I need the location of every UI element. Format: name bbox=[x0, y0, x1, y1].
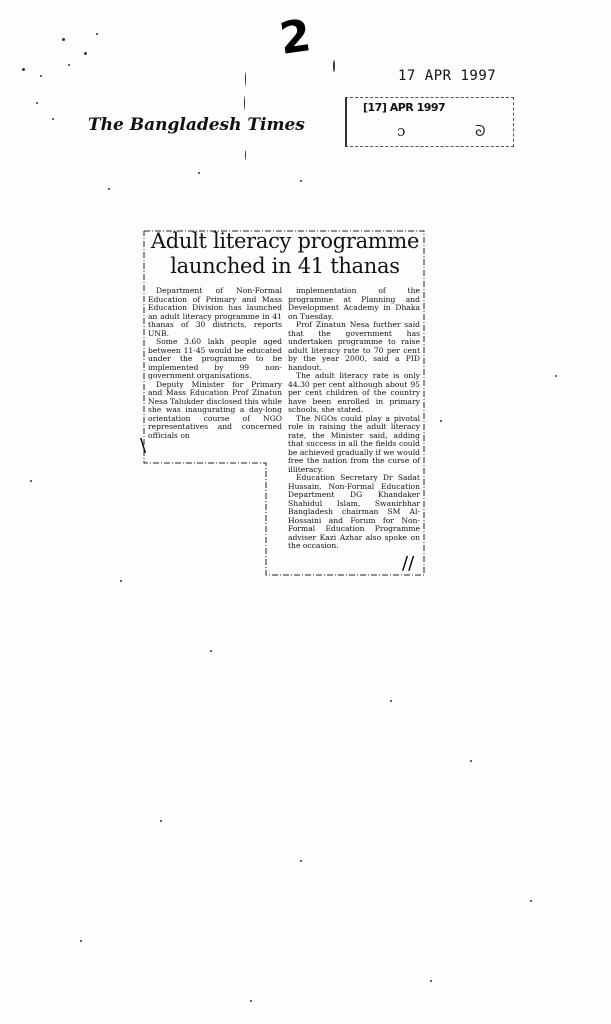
speck bbox=[62, 38, 65, 41]
cut-mark-icon: // bbox=[402, 553, 415, 574]
speck bbox=[120, 580, 122, 582]
speck bbox=[430, 980, 432, 982]
speck bbox=[300, 180, 302, 182]
paragraph: The adult literacy rate is only 44.30 per cent although about 95 per cent children of the country have been enrolled in primary schools, she stated. bbox=[288, 371, 420, 414]
speck bbox=[198, 172, 200, 174]
speck bbox=[555, 375, 557, 377]
article-left-column bbox=[148, 287, 282, 440]
speck bbox=[40, 75, 42, 77]
speck bbox=[300, 860, 302, 862]
clipping-date: 17 APR 1997 bbox=[398, 68, 497, 84]
newspaper-clipping bbox=[140, 227, 426, 579]
paragraph: The NGOs could play a pivotal role in raising the adult literacy rate, the Minister said, adding that success in all the fields could be achieved gradually if we would free the nation from the curse of illiteracy. bbox=[288, 413, 420, 474]
speck bbox=[96, 33, 98, 35]
paragraph: implementation of the programme at Planning and Development Academy in Dhaka on Tuesday. bbox=[288, 286, 420, 321]
speck bbox=[80, 940, 82, 942]
paragraph: Some 3.60 lakh people aged between 11-45 would be educated under the programme to be implemented by 99 non-government organisations. bbox=[148, 337, 282, 380]
speck bbox=[245, 72, 246, 86]
paragraph: Deputy Minister for Primary and Mass Education Prof Zinatun Nesa Talukder disclosed this while she was inaugurating a day-long orientation course of NGO representatives and concerned officials on bbox=[148, 379, 282, 440]
speck bbox=[530, 900, 532, 902]
speck bbox=[160, 820, 162, 822]
speck bbox=[22, 68, 25, 71]
speck bbox=[244, 96, 245, 110]
speck bbox=[440, 420, 442, 422]
headline-line-2: launched in 41 thanas bbox=[170, 254, 400, 278]
paragraph: Department of Non-Formal Education of Primary and Mass Education Division has launched an adult literacy programme in 41 thanas of 30 districts, reports UNB. bbox=[148, 286, 282, 338]
speck bbox=[108, 188, 110, 190]
date-stamp bbox=[345, 97, 514, 147]
paragraph: Prof Zinatun Nesa further said that the government has undertaken programme to raise adult literacy rate to 70 per cent by the year 2000, said a PID handout. bbox=[288, 320, 420, 372]
speck bbox=[30, 480, 32, 482]
headline-line-1: Adult literacy programme bbox=[150, 229, 420, 253]
speck bbox=[390, 700, 392, 702]
speck bbox=[68, 64, 70, 66]
speck bbox=[52, 118, 54, 120]
stamp-mark: ᘐ bbox=[475, 122, 486, 140]
newspaper-name: The Bangladesh Times bbox=[88, 115, 305, 135]
article-headline bbox=[144, 229, 426, 279]
speck bbox=[470, 760, 472, 762]
page-number: 2 bbox=[276, 10, 315, 65]
speck bbox=[84, 52, 87, 55]
article-right-column bbox=[288, 287, 420, 551]
speck bbox=[333, 60, 335, 72]
speck bbox=[250, 1000, 252, 1002]
stamp-text: [17] APR 1997 bbox=[363, 101, 446, 114]
paragraph: Education Secretary Dr Sadat Hussain, Non-Formal Education Department DG Khandaker Shahidul Islam, Swanirbhar Bangladesh chairman SM Al-Hossaini and Forum for Non-Formal Education Programme adviser Kazi Azhar also spoke on the occasion. bbox=[288, 473, 420, 550]
speck bbox=[36, 102, 38, 104]
speck bbox=[245, 150, 246, 160]
speck bbox=[210, 650, 212, 652]
cut-mark-icon: \ bbox=[140, 435, 147, 456]
stamp-mark: ɔ bbox=[397, 122, 406, 140]
